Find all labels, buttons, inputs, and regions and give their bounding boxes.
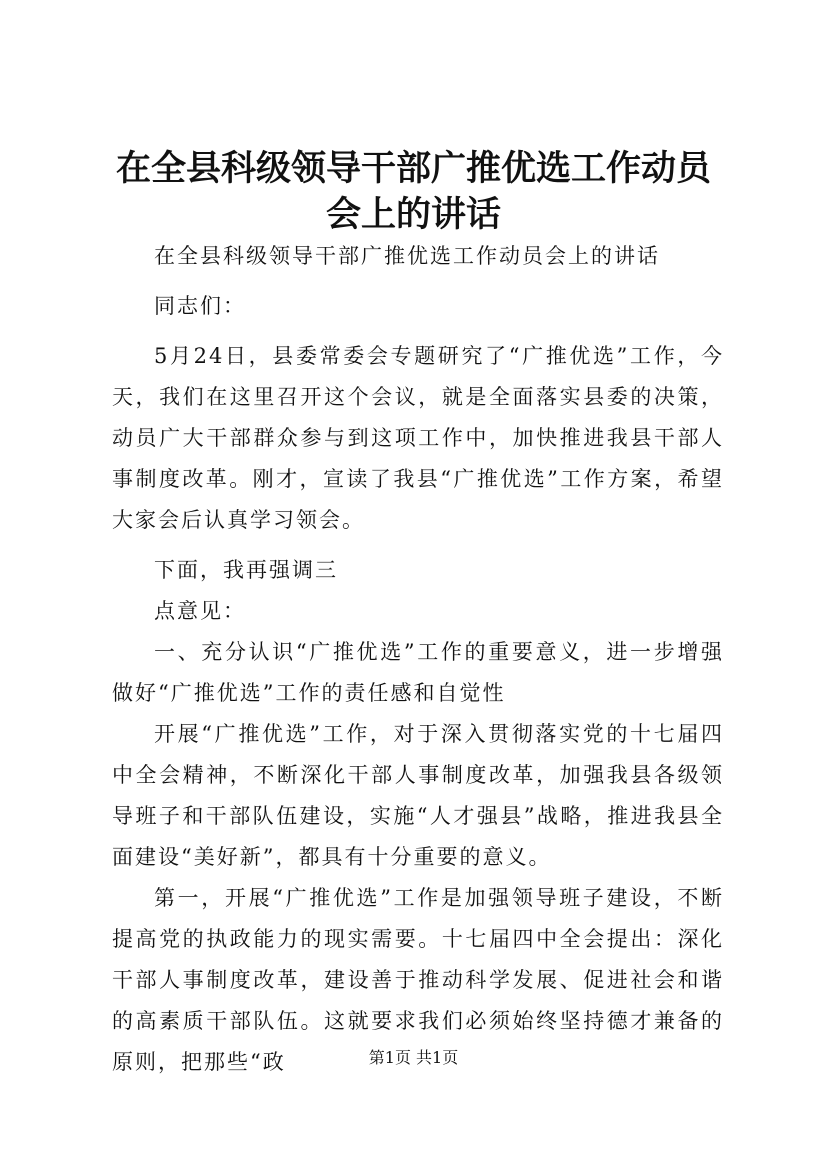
paragraph-section-heading-1: 一、充分认识“广推优选”工作的重要意义，进一步增强做好“广推优选”工作的责任感和自觉性	[112, 640, 724, 705]
paragraph-subtitle: 在全县科级领导干部广推优选工作动员会上的讲话	[154, 244, 660, 268]
page-footer: 第1页 共1页	[368, 1048, 459, 1067]
document-title: 在全县科级领导干部广推优选工作动员会上的讲话	[115, 148, 711, 235]
document-body	[112, 236, 724, 1083]
paragraph-salutation: 同志们：	[154, 294, 246, 318]
paragraph-emphasis-lead: 下面，我再强调三	[154, 558, 338, 582]
paragraph-intro: 5月24日，县委常委会专题研究了“广推优选”工作，今天，我们在这里召开这个会议，就是全面落实县委的决策，动员广大干部群众参与到这项工作中，加快推进我县干部人事制度改革。刚才，宣读了我县“广推优选”工作方案，希望大家会后认真学习领会。	[112, 344, 724, 532]
paragraph-significance: 开展“广推优选”工作，对于深入贯彻落实党的十七届四中全会精神，不断深化干部人事制度改革，加强我县各级领导班子和干部队伍建设，实施“人才强县”战略，推进我县全面建设“美好新”，都具有十分重要的意义。	[112, 722, 724, 869]
paragraph-opinions-lead: 点意见：	[154, 599, 246, 623]
paragraph-first-point: 第一，开展“广推优选”工作是加强领导班子建设，不断提高党的执政能力的现实需要。十七届四中全会提出：深化干部人事制度改革，建设善于推动科学发展、促进社会和谐的高素质干部队伍。这就要求我们必须始终坚持德才兼备的原则，把那些“政	[112, 886, 724, 1074]
